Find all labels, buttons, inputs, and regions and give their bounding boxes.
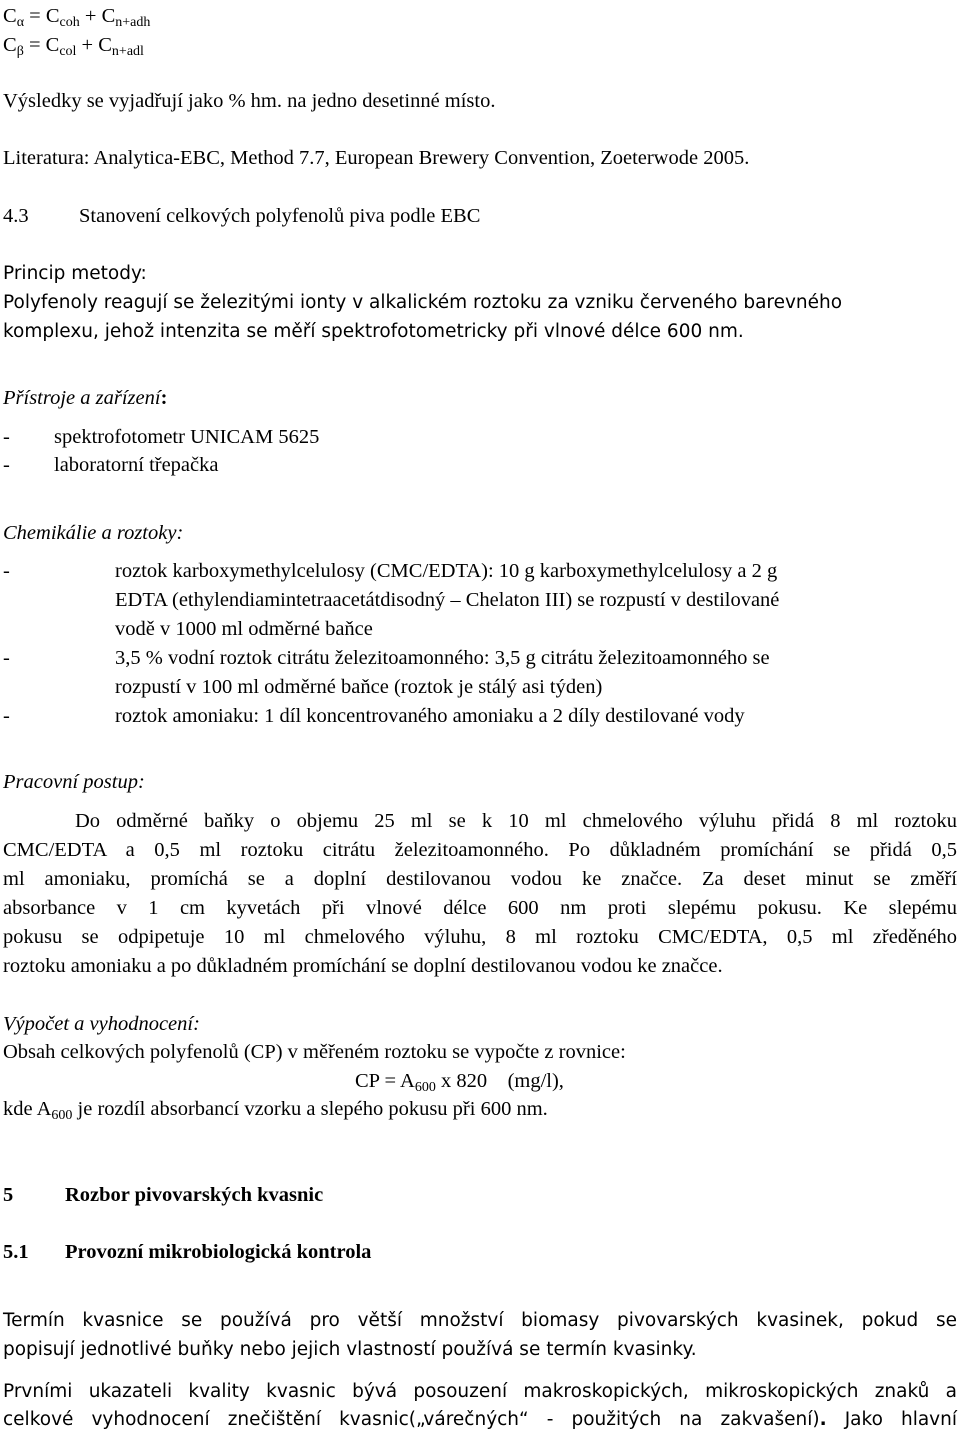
principle-heading: Princip metody: — [3, 263, 147, 284]
chemicals-heading: Chemikálie a roztoky: — [3, 522, 184, 544]
principle-line-2: komplexu, jehož intenzita se měří spektrofotometricky při vlnové délce 600 nm. — [3, 321, 744, 342]
formula-c-beta: $C_\beta = C_{col} + C_{n+adl}$ — [3, 34, 144, 59]
formula-c-alpha: $C_\alpha = C_{coh} + C_{n+adh}$ — [3, 5, 151, 30]
instruments-heading: Přístroje a zařízení: — [3, 387, 168, 409]
section-title: Stanovení celkových polyfenolů piva podle EBC — [79, 205, 481, 227]
section-4-3-heading — [3, 204, 480, 228]
paragraph-line: Prvními ukazateli kvality kvasnic bývá posouzení makroskopických, mikroskopických znaků a — [3, 1381, 957, 1402]
procedure-line: pokusu se odpipetuje 10 ml chmelového výluhu, 8 ml roztoku CMC/EDTA, 0,5 ml zředěného — [3, 926, 957, 948]
section-title: Provozní mikrobiologická kontrola — [65, 1241, 372, 1263]
section-number: 5.1 — [3, 1241, 29, 1263]
section-number: 4.3 — [3, 205, 29, 227]
procedure-line: absorbance v 1 cm kyvetách při vlnové délce 600 nm proti slepému pokusu. Ke slepému — [3, 897, 957, 919]
paragraph-line: celkové vyhodnocení znečištění kvasnic(„várečných“ - použitých na zakvašení). Jako hlavní — [3, 1409, 957, 1430]
section-number: 5 — [3, 1184, 14, 1206]
calculation-heading: Výpočet a vyhodnocení: — [3, 1013, 200, 1035]
literature-reference: Literatura: Analytica-EBC, Method 7.7, European Brewery Convention, Zoeterwode 2005. — [3, 147, 750, 169]
procedure-line: ml amoniaku, promíchá se a doplní destilovanou vodou ke značce. Za deset minut se změří — [3, 868, 957, 890]
paragraph-line: Termín kvasnice se používá pro větší množství biomasy pivovarských kvasinek, pokud se — [3, 1310, 957, 1331]
procedure-heading: Pracovní postup: — [3, 771, 145, 793]
section-title: Rozbor pivovarských kvasnic — [65, 1184, 324, 1206]
section-5-heading — [3, 1183, 323, 1207]
section-5-1-heading — [3, 1240, 371, 1264]
results-note: Výsledky se vyjadřují jako % hm. na jedno desetinné místo. — [3, 90, 496, 112]
calculation-intro: Obsah celkových polyfenolů (CP) v měřeném roztoku se vypočte z rovnice: — [3, 1041, 626, 1063]
calculation-where: kde $A_{600}$ je rozdíl absorbancí vzorku a slepého pokusu při 600 nm. — [3, 1098, 548, 1123]
procedure-line: roztoku amoniaku a po důkladném promíchání se doplní destilovanou vodou ke značce. — [3, 955, 723, 977]
procedure-line: CMC/EDTA a 0,5 ml roztoku citrátu železitoamonného. Po důkladném promíchání se přidá 0,5 — [3, 839, 957, 861]
document-page: $C_\alpha = C_{coh} + C_{n+adh}$ $C_\beta = C_{col} + C_{n+adl}$ Výsledky se vyjadřují jako % hm. na jedno desetinné místo. Literatura: Analytica-EBC, Method 7.7, European Brewery Convention, Zoeterwode 2005. 4.3 Stanovení celkových polyfenolů piva podle EBC Princip metody: Polyfenoly reagují se železitými ionty v alkalickém roztoku za vzniku červeného barevného komplexu, jehož intenzita se měří spektrofotometricky při vlnové délce 600 nm. Přístroje a zařízení: - spektrofotometr UNICAM 5625 - laboratorní třepačka Chemikálie a roztoky: - roztok karboxymethylcelulosy (CMC/EDTA): 10 g karboxymethylcelulosy a 2 g EDTA (ethylendiamintetraacetátdisodný – Chelaton III) se rozpustí v destilované vodě v 1000 ml odměrné baňce - 3,5 % vodní roztok citrátu železitoamonného: 3,5 g citrátu železitoamonného se rozpustí v 100 ml odměrné baňce (roztok je stálý asi týden) - roztok amoniaku: 1 díl koncentrovaného amoniaku a 2 díly destilované vody Pracovní postup: Do odměrné baňky o objemu 25 ml se k 10 ml chmelového výluhu přidá 8 ml roztoku CMC/EDTA a 0,5 ml roztoku citrátu železitoamonného. Po důkladném promíchání se přidá 0,5 ml amoniaku, promíchá se a doplní destilovanou vodou ke značce. Za deset minut se změří absorbance v 1 cm kyvetách při vlnové délce 600 nm proti slepému pokusu. Ke slepému pokusu se odpipetuje 10 ml chmelového výluhu, 8 ml roztoku CMC/EDTA, 0,5 ml zředěného roztoku amoniaku a po důkladném promíchání se doplní destilovanou vodou ke značce. Výpočet a vyhodnocení: Obsah celkových polyfenolů (CP) v měřeném roztoku se vypočte z rovnice: CP = $A_{600}$ x 820 (mg/l), kde $A_{600}$ je rozdíl absorbancí vzorku a slepého pokusu při 600 nm. 5 Rozbor pivovarských kvasnic 5.1 Provozní mikrobiologická kontrola Termín kvasnice se používá pro větší množství biomasy pivovarských kvasinek, pokud se popisují jednotlivé buňky nebo jejich vlastností používá se termín kvasinky. Prvními ukazateli kvality kvasnic bývá posouzení makroskopických, mikroskopických znaků a celkové vyhodnocení znečištění kvasnic(„várečných“ - použitých na zakvašení). Jako hlavní — [3, 5, 957, 1430]
paragraph-line: popisují jednotlivé buňky nebo jejich vlastností používá se termín kvasinky. — [3, 1339, 697, 1360]
principle-line-1: Polyfenoly reagují se železitými ionty v alkalickém roztoku za vzniku červeného barevného — [3, 292, 843, 313]
procedure-line: Do odměrné baňky o objemu 25 ml se k 10 ml chmelového výluhu přidá 8 ml roztoku — [75, 810, 957, 832]
